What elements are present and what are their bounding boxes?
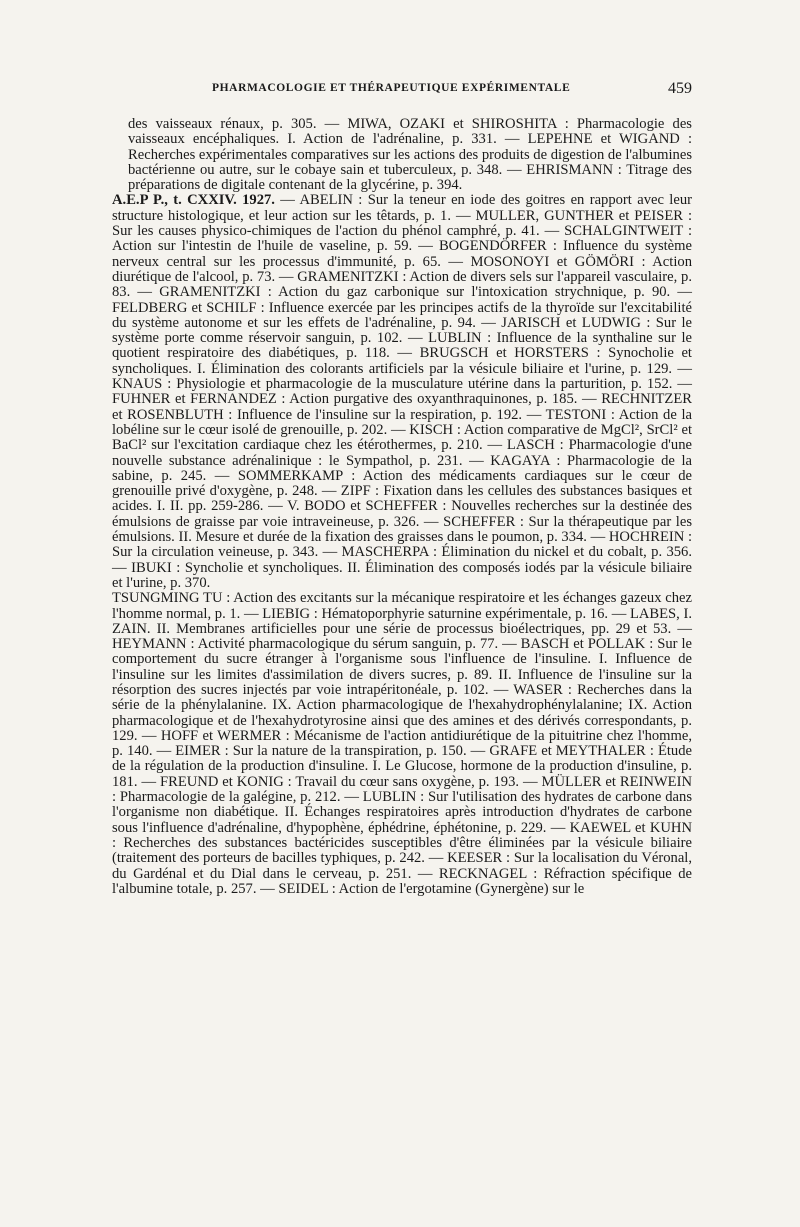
page-number: 459 [668,80,692,97]
running-head [112,82,692,102]
journal-reference: A.E.P P., t. CXXIV. 1927. [112,192,275,209]
paragraph-text: Action des excitants sur la mécanique respiratoire et les échanges gazeux chez l'homme normal, p. 1. — LIEBIG : Hématoporphyrie saturnine expérimentale, p. 16. — LABES, I. ZAIN. II. Membranes artificielles pour une série de processus bioélectriques, pp. 29 et 53. — HEYMANN : Activité pharmacologique du sérum sanguin, p. 77. — BASCH et POLLAK : Sur le comportement du sucre étranger à l'organisme sous l'influence de l'insuline. I. Influence de l'insuline sur les limites d'assimilation de divers sucres, p. 89. II. Influence de l'insuline sur la résorption des sucres injectés par voie intrapéritonéale, p. 102. — WASER : Recherches dans la série de la phénylalanine. IX. Action pharmacologique de l'hexahydrophénylalanine; IX. Action pharmacologique et de l'hexahydrotyrosine ainsi que des amines et des dérivés correspondants, p. 129. — HOFF et WERMER : Mécanisme de l'action antidiurétique de la pituitrine chez l'homme, p. 140. — EIMER : Sur la nature de la transpiration, p. 150. — GRAFE et MEYTHALER : Étude de la régulation de la production d'insuline. I. Le Glucose, hormone de la production d'insuline, p. 181. — FREUND et KONIG : Travail du cœur sans oxygène, p. 193. — MÜLLER et REINWEIN : Pharmacologie de la galégine, p. 212. — LUBLIN : Sur l'utilisation des hydrates de carbone dans l'organisme non diabétique. II. Échanges respiratoires après introduction d'hydrates de carbone sous l'influence d'adrénaline, d'hypophène, éphédrine, éphétonine, p. 229. — KAEWEL et KUHN : Recherches des substances bactéricides susceptibles d'être éliminées par la vésicule biliaire (traitement des porteurs de bacilles typhiques, p. 242. — KEESER : Sur la localisation du Véronal, du Gardénal et du Dial dans le cerveau, p. 251. — RECKNAGEL : Réfraction spécifique de l'albumine totale, p. 257. — SEIDEL : Action de l'ergotamine (Gynergène) sur le [112,590,692,897]
body-text [112,117,692,897]
author-name: TSUNGMING TU : [112,590,231,607]
paragraph-text: — ABELIN : Sur la teneur en iode des goitres en rapport avec leur structure histologique, et leur action sur les têtards, p. 1. — MULLER, GUNTHER et PEISER : Sur les causes physico-chimiques de l'action du phénol camphré, p. 41. — SCHALGINTWEIT : Action sur l'intestin de l'huile de vaseline, p. 59. — BOGENDÖRFER : Influence du système nerveux central sur les processus d'immunité, p. 65. — MOSONOYI et GÖMÖRI : Action diurétique de l'alcool, p. 73. — GRAMENITZKI : Action de divers sels sur l'appareil vasculaire, p. 83. — GRAMENITZKI : Action du gaz carbonique sur l'intoxication strychnique, p. 90. — FELDBERG et SCHILF : Influence exercée par les principes actifs de la thyroïde sur l'excitabilité du système autonome et sur les effets de l'adrénaline, p. 94. — JARISCH et LUDWIG : Sur le système porte comme réservoir sanguin, p. 102. — LUBLIN : Influence de la synthaline sur le quotient respiratoire des diabétiques, p. 118. — BRUGSCH et HORSTERS : Synocholie et syncholiques. I. Élimination des colorants artificiels par la vésicule biliaire et l'urine, p. 129. — KNAUS : Physiologie et pharmacologie de la musculature utérine dans la parturition, p. 152. — FUHNER et FERNANDEZ : Action purgative des oxyanthraquinones, p. 185. — RECHNITZER et ROSENBLUTH : Influence de l'insuline sur la respiration, p. 192. — TESTONI : Action de la lobéline sur le cœur isolé de grenouille, p. 202. — KISCH : Action comparative de MgCl², SrCl² et BaCl² sur l'excitation cardiaque chez les étérothermes, p. 210. — LASCH : Pharmacologie d'une nouvelle substance adrénalinique : le Sympathol, p. 231. — KAGAYA : Pharmacologie de la sabine, p. 245. — SOMMERKAMP : Action des médicaments cardiaques sur le cœur de grenouille privé d'oxygène, p. 248. — ZIPF : Fixation dans les cellules des substances basiques et acides. I. II. pp. 259-286. — V. BODO et SCHEFFER : Nouvelles recherches sur la destinée des émulsions de graisse par voie intraveineuse, p. 326. — SCHEFFER : Sur la thérapeutique par les émulsions. II. Mesure et durée de la fixation des graisses dans le poumon, p. 334. — HOCHREIN : Sur la circulation veineuse, p. 343. — MASCHERPA : Élimination du nickel et du cobalt, p. 356. — IBUKI : Syncholie et syncholiques. II. Élimination des composés iodés par la vésicule biliaire et l'urine, p. 370. [112,192,692,591]
paragraph-aep [112,193,692,591]
paragraph-text: des vaisseaux rénaux, p. 305. — MIWA, OZAKI et SHIROSHITA : Pharmacologie des vaisseaux encéphaliques. I. Action de l'adrénaline, p. 331. — LEPEHNE et WIGAND : Recherches expérimentales comparatives sur les actions des produits de digestion de l'albumines bactérienne ou autre, sur le cobaye sain et tuberculeux, p. 348. — EHRISMANN : Titrage des préparations de digitale contenant de la glycérine, p. 394. [128,116,692,194]
paragraph-continuation [112,117,692,193]
running-title: PHARMACOLOGIE ET THÉRAPEUTIQUE EXPÉRIMENTALE [212,82,571,94]
paragraph-tsungming [112,591,692,897]
